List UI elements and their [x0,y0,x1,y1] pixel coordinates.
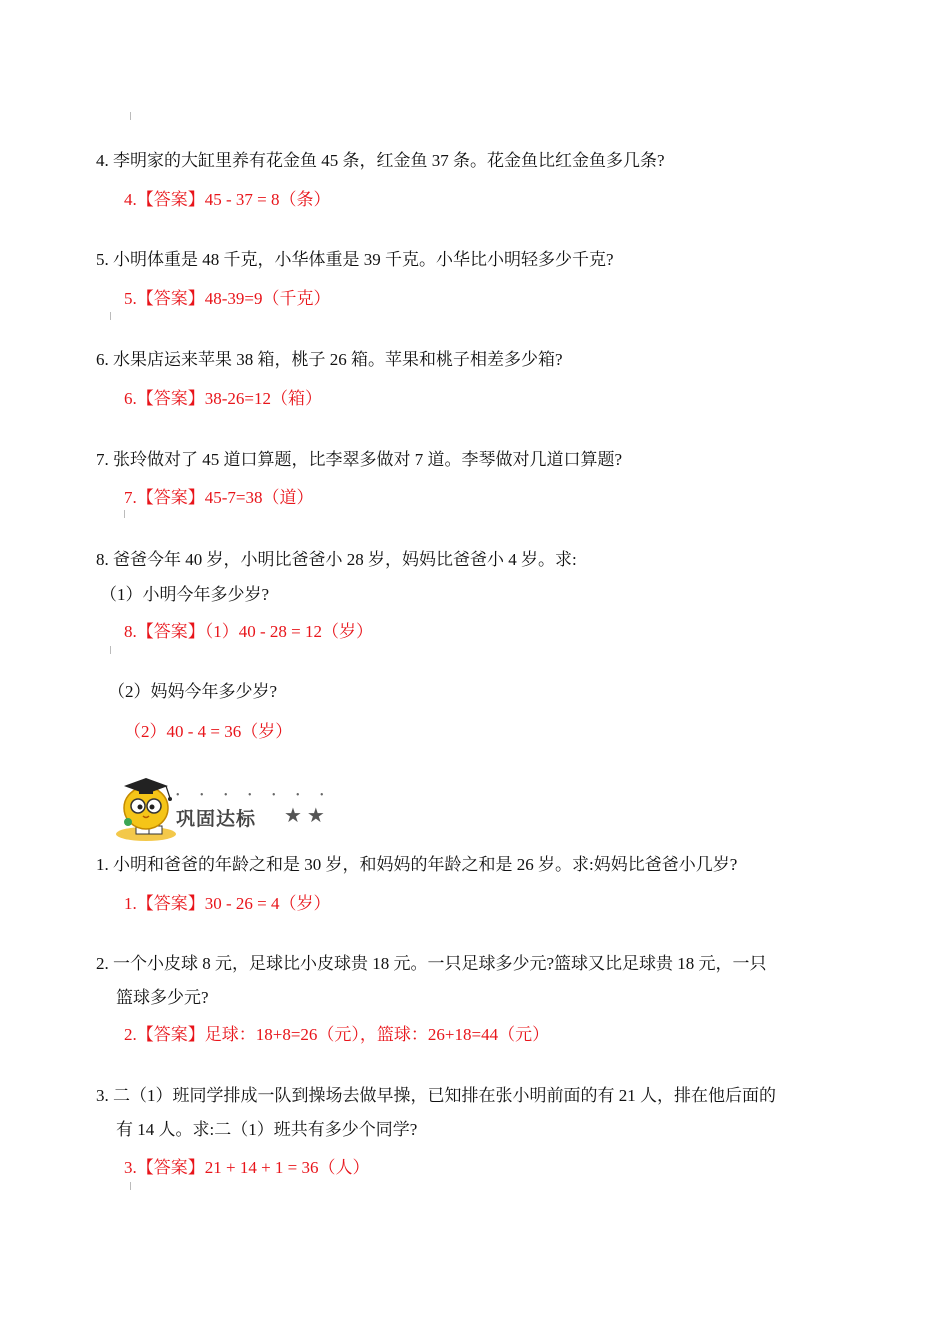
answer-6: 6.【答案】38-26=12（箱） [124,389,322,408]
paragraph-mark [110,312,111,320]
review-answer-2: 2.【答案】足球：18+8=26（元），篮球：26+18=44（元） [124,1025,550,1044]
question-4: 4. 李明家的大缸里养有花金鱼 45 条，红金鱼 37 条。花金鱼比红金鱼多几条? [96,151,665,170]
paragraph-mark [130,112,131,120]
review-question-2-line-2: 篮球多少元? [116,988,209,1007]
question-8-sub-1: （1）小明今年多少岁? [100,585,270,604]
question-5: 5. 小明体重是 48 千克，小华体重是 39 千克。小华比小明轻多少千克? [96,250,614,269]
section-stars: ★ ★ [284,805,325,827]
answer-8-2: （2）40 - 4 = 36（岁） [124,722,293,741]
answer-5: 5.【答案】48-39=9（千克） [124,289,331,308]
section-dots: • • • • • • • [176,790,333,801]
section-title: 巩固达标 [176,808,257,830]
answer-7: 7.【答案】45-7=38（道） [124,488,314,507]
paragraph-mark [110,646,111,654]
question-8-sub-2: （2）妈妈今年多少岁? [108,682,278,701]
answer-4: 4.【答案】45 - 37 = 8（条） [124,190,331,209]
review-question-3-line-2: 有 14 人。求:二（1）班共有多少个同学? [116,1120,418,1139]
review-question-1: 1. 小明和爸爸的年龄之和是 30 岁，和妈妈的年龄之和是 26 岁。求:妈妈比爸爸小几岁? [96,855,738,874]
answer-8-1: 8.【答案】（1）40 - 28 = 12（岁） [124,622,373,641]
review-question-2-line-1: 2. 一个小皮球 8 元，足球比小皮球贵 18 元。一只足球多少元?篮球又比足球贵 18 元，一只 [96,954,767,973]
review-question-3-line-1: 3. 二（1）班同学排成一队到操场去做早操，已知排在张小明前面的有 21 人，排在他后面的 [96,1086,776,1105]
paragraph-mark [130,1182,131,1190]
review-answer-1: 1.【答案】30 - 26 = 4（岁） [124,894,331,913]
review-answer-3: 3.【答案】21 + 14 + 1 = 36（人） [124,1158,370,1177]
paragraph-mark [124,510,125,518]
question-7: 7. 张玲做对了 45 道口算题，比李翠多做对 7 道。李琴做对几道口算题? [96,450,623,469]
question-8: 8. 爸爸今年 40 岁，小明比爸爸小 28 岁，妈妈比爸爸小 4 岁。求: [96,550,577,569]
question-6: 6. 水果店运来苹果 38 箱，桃子 26 箱。苹果和桃子相差多少箱? [96,350,563,369]
